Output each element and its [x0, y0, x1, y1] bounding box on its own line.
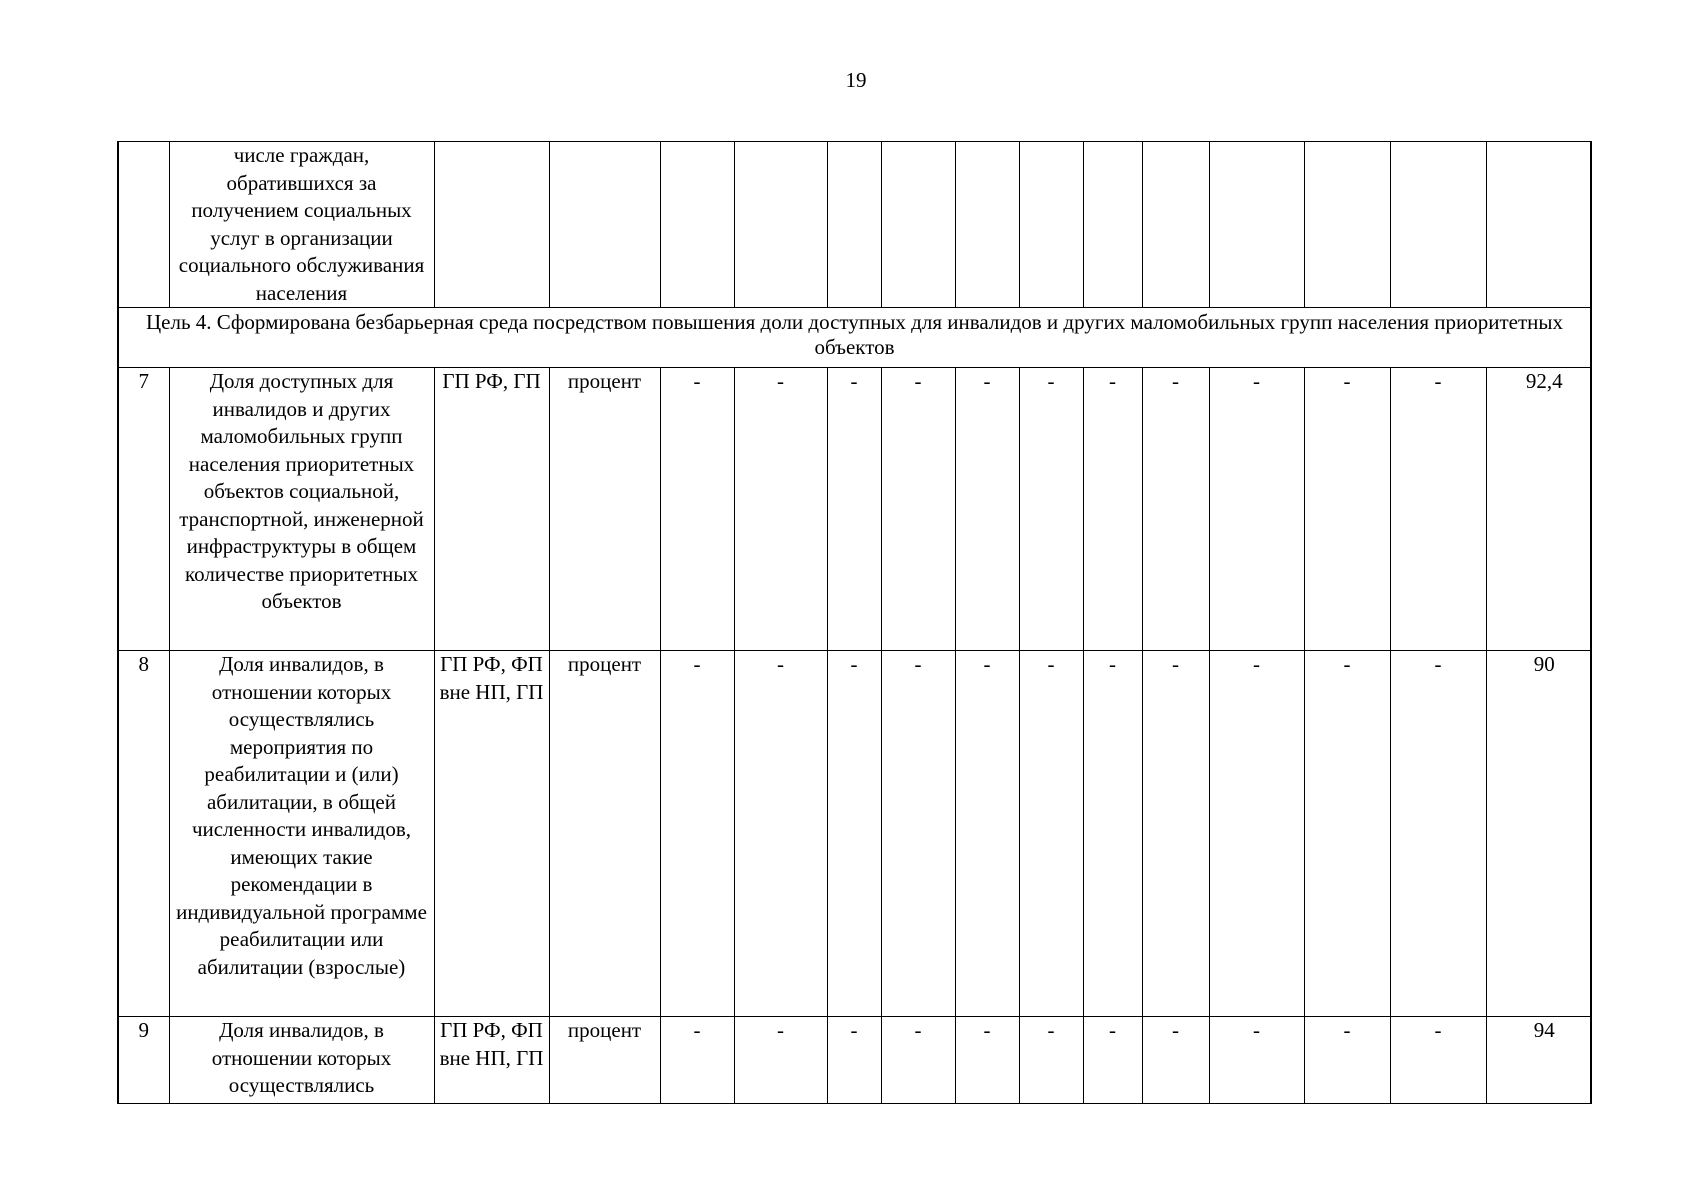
row-number-cell: 7: [118, 368, 169, 651]
level-cell: ГП РФ, ГП: [434, 368, 549, 651]
dash-cell: -: [1083, 368, 1142, 651]
dash-cell: -: [1142, 1017, 1209, 1104]
goal-heading: Цель 4. Сформирована безбарьерная среда посредством повышения доли доступных для инвалидов и других маломобильных групп населения приоритетных объектов: [118, 308, 1591, 368]
table-row-continuation: [118, 142, 1591, 308]
level-cell: ГП РФ, ФП вне НП, ГП: [434, 1017, 549, 1104]
dash-cell: -: [1209, 1017, 1304, 1104]
unit-cell: процент: [549, 651, 660, 1017]
target-value-cell: [1486, 1017, 1591, 1104]
dash-cell: -: [881, 651, 955, 1017]
goal-row: [118, 308, 1591, 368]
level-cell: ГП РФ, ФП вне НП, ГП: [434, 651, 549, 1017]
page-number: 19: [845, 68, 867, 92]
target-value: 94: [1533, 1018, 1555, 1042]
dash-cell: -: [1209, 368, 1304, 651]
dash-cell: -: [1019, 651, 1083, 1017]
indicator-name-cell: Доля доступных для инвалидов и других маломобильных групп населения приоритетных объектов социальной, транспортной, инженерной инфраструктуры в общем количестве приоритетных объектов: [169, 368, 434, 651]
row-number-cell: 9: [118, 1017, 169, 1104]
row-number-cell: 8: [118, 651, 169, 1017]
dash-cell: -: [1304, 651, 1390, 1017]
dash-cell: -: [827, 651, 881, 1017]
indicators-table: [117, 141, 1592, 1104]
dash-cell: -: [734, 1017, 827, 1104]
dash-cell: -: [1083, 651, 1142, 1017]
dash-cell: -: [1390, 1017, 1486, 1104]
dash-cell: -: [734, 368, 827, 651]
dash-cell: -: [955, 1017, 1019, 1104]
target-value-cell: [1486, 651, 1591, 1017]
unit-cell: процент: [549, 368, 660, 651]
dash-cell: -: [660, 651, 734, 1017]
dash-cell: -: [1019, 368, 1083, 651]
dash-cell: -: [1019, 1017, 1083, 1104]
dash-cell: -: [955, 651, 1019, 1017]
dash-cell: -: [1209, 651, 1304, 1017]
dash-cell: -: [881, 368, 955, 651]
indicator-name-cell: Доля инвалидов, в отношении которых осуществлялись мероприятия по реабилитации и (или) абилитации, в общей численности инвалидов, имеющих такие рекомендации в индивидуальной программе реабилитации или абилитации (взрослые): [169, 651, 434, 1017]
dash-cell: -: [881, 1017, 955, 1104]
dash-cell: -: [1142, 368, 1209, 651]
dash-cell: -: [955, 368, 1019, 651]
dash-cell: -: [1304, 368, 1390, 651]
target-value: 92,4: [1525, 369, 1563, 393]
dash-cell: -: [827, 368, 881, 651]
dash-cell: -: [1304, 1017, 1390, 1104]
dash-cell: -: [1390, 368, 1486, 651]
target-value-cell: [1486, 368, 1591, 651]
table-row: [118, 651, 1591, 1017]
indicator-name-cell: Доля инвалидов, в отношении которых осуществлялись: [169, 1017, 434, 1104]
table-row: [118, 368, 1591, 651]
target-value: 90: [1533, 652, 1555, 676]
indicator-name-cell: числе граждан, обратившихся за получением социальных услуг в организации социального обслуживания населения: [169, 142, 434, 308]
table-row: [118, 1017, 1591, 1104]
dash-cell: -: [1390, 651, 1486, 1017]
dash-cell: -: [734, 651, 827, 1017]
dash-cell: -: [660, 1017, 734, 1104]
dash-cell: -: [1142, 651, 1209, 1017]
dash-cell: -: [1083, 1017, 1142, 1104]
row-number-cell: [118, 142, 169, 308]
dash-cell: -: [660, 368, 734, 651]
dash-cell: -: [827, 1017, 881, 1104]
unit-cell: процент: [549, 1017, 660, 1104]
